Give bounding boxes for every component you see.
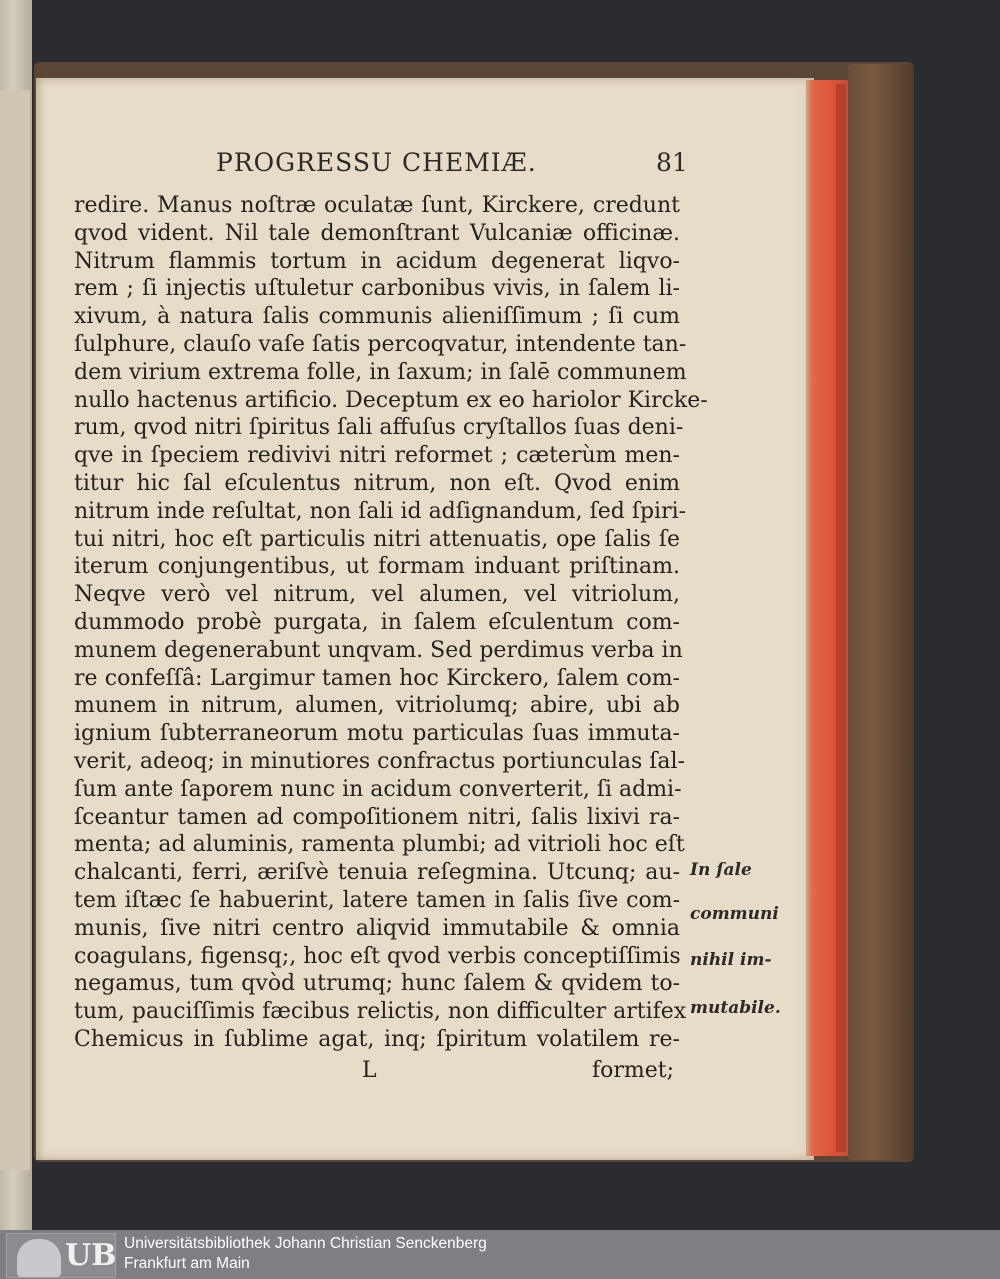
catchword: formet; bbox=[592, 1058, 675, 1083]
text-line: negamus, tum qvòd utrumq; hunc ſalem & qvidem to- bbox=[74, 971, 680, 997]
portrait-icon bbox=[17, 1239, 61, 1277]
institution-line-1: Universitätsbibliothek Johann Christian Senckenberg bbox=[124, 1235, 487, 1252]
book-spine-edge bbox=[848, 64, 914, 1160]
logo-text: UB bbox=[65, 1238, 117, 1273]
running-head: PROGRESSU CHEMIÆ. bbox=[216, 148, 537, 177]
marginal-note-line: mutabile. bbox=[690, 998, 781, 1018]
red-page-edges-shadow bbox=[836, 84, 846, 1152]
text-line: munem in nitrum, alumen, vitriolumq; abire, ubi ab bbox=[74, 693, 680, 719]
signature-mark: L bbox=[362, 1058, 377, 1083]
text-line: tui nitri, hoc eſt particulis nitri attenuatis, ope ſalis ſe bbox=[74, 526, 680, 552]
text-line: qvod vident. Nil tale demonſtrant Vulcaniæ officinæ. bbox=[74, 220, 680, 246]
text-line: redire. Manus noſtræ oculatæ ſunt, Kirckere, credunt bbox=[74, 193, 680, 218]
body-text bbox=[74, 192, 708, 1054]
text-line: dummodo probè purgata, in ſalem eſculentum com- bbox=[74, 609, 680, 635]
text-line: iterum conjungentibus, ut formam induant priſtinam. bbox=[74, 554, 680, 580]
text-line: ſum ante ſaporem nunc in acidum converterit, ſi admi- bbox=[74, 776, 682, 802]
institution-line-2: Frankfurt am Main bbox=[124, 1255, 250, 1272]
library-logo[interactable] bbox=[6, 1233, 116, 1278]
text-line: munem degenerabunt unqvam. Sed perdimus verba in bbox=[74, 637, 683, 663]
text-line: munis, ſive nitri centro aliqvid immutabile & omnia bbox=[74, 915, 680, 941]
text-line: rum, qvod nitri ſpiritus ſali affuſus cryſtallos ſuas deni- bbox=[74, 415, 684, 441]
text-line: menta; ad aluminis, ramenta plumbi; ad vitrioli hoc eſt bbox=[74, 832, 685, 858]
text-line: chalcanti, ferri, æriſvè tenuia reſegmina. Utcunq; au- bbox=[74, 860, 680, 886]
text-line: Chemicus in ſublime agat, inq; ſpiritum volatilem re- bbox=[74, 1026, 680, 1052]
library-footer bbox=[0, 1230, 1000, 1279]
institution-name[interactable] bbox=[124, 1234, 487, 1274]
text-line: xivum, à natura ſalis communis alieniſſimum ; ſi cum bbox=[74, 304, 680, 330]
text-line: Neqve verò vel nitrum, vel alumen, vel vitriolum, bbox=[74, 582, 680, 608]
text-line: ſulphure, clauſo vaſe ſatis percoqvatur, intendente tan- bbox=[74, 331, 687, 357]
text-line: ignium ſubterraneorum motu particulas ſuas immuta- bbox=[74, 721, 680, 747]
text-line: qve in ſpeciem redivivi nitri reformet ; cæterùm men- bbox=[74, 443, 680, 469]
text-line: dem virium extrema folle, in ſaxum; in ſalē communem bbox=[74, 359, 687, 385]
marginal-note-line: nihil im- bbox=[690, 950, 772, 970]
marginal-note-line: In ſale bbox=[690, 860, 752, 880]
text-line: ſceantur tamen ad compoſitionem nitri, ſalis lixivi ra- bbox=[74, 804, 680, 830]
marginal-note-line: communi bbox=[690, 904, 779, 924]
text-line: Nitrum flammis tortum in acidum degenerat liqvo- bbox=[74, 248, 680, 274]
previous-page-strip bbox=[0, 90, 30, 1170]
text-line: nullo hactenus artificio. Deceptum ex eo hariolor Kircke- bbox=[74, 387, 708, 413]
text-line: rem ; ſi injectis uſtuletur carbonibus vivis, in ſalem li- bbox=[74, 276, 680, 302]
text-line: verit, adeoq; in minutiores confractus portiunculas ſal- bbox=[74, 748, 685, 774]
text-line: nitrum inde reſultat, non ſali id adſignandum, ſed ſpiri- bbox=[74, 498, 687, 524]
text-line: tem iſtæc ſe habuerint, latere tamen in ſalis ſive com- bbox=[74, 887, 680, 913]
text-line: coagulans, figensq;, hoc eſt qvod verbis conceptiſſimis bbox=[74, 943, 681, 969]
page-number: 81 bbox=[656, 148, 688, 177]
text-line: titur hic ſal eſculentus nitrum, non eſt. Qvod enim bbox=[74, 470, 680, 496]
text-line: tum, pauciſſimis fæcibus relictis, non difficulter artifex bbox=[74, 999, 687, 1025]
text-line: re confeſſâ: Largimur tamen hoc Kirckero, ſalem com- bbox=[74, 665, 680, 691]
